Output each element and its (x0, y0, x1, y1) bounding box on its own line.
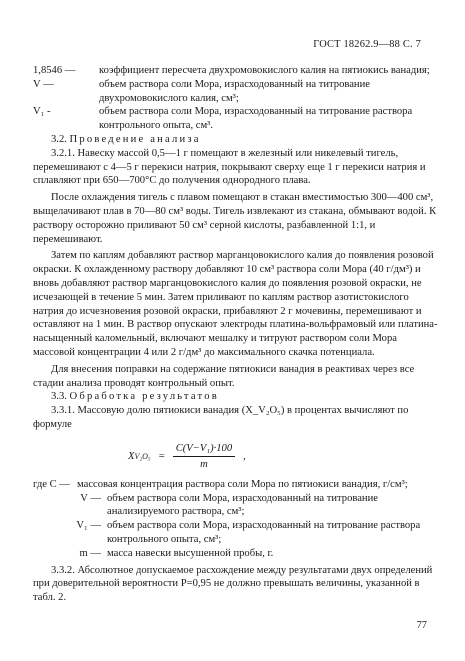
definition-where (33, 478, 77, 492)
page-number: 77 (416, 620, 427, 632)
section-title: Обработка результатов (69, 391, 219, 403)
definition-text: объем раствора соли Мора, израсходованный на титрование раствора контрольного опыта, см³. (99, 106, 413, 132)
formula-fraction (173, 442, 235, 472)
definition-text: объем раствора соли Мора, израсходованный на титрование раствора контрольного опыта, см³; (107, 520, 421, 545)
paragraph: Для внесения поправки на содержание пятиокиси ванадия в реактивах через все стадии анализа проводят контрольный опыт. (33, 363, 415, 389)
paragraph: Затем по каплям добавляют раствор марганцовокислого калия до появления розовой окраски. К охлажденному раствору добавляют 10 см³ раствора соли Мора (40 г/дм³) и вновь добавляют раствор марганцовокислого калия до появления розовой окраски, не исчезающей в течение 5 мин. Затем приливают по каплям раствор азотистокислого натрия до исчезновения розовой окраски, прибавляют 2 г мочевины, перемешивают и оставляют на 1 мин. В раствор опускают электроды платина-вольфрамовый или платина-насыщенный каломельный, включают мешалку и титруют раствором соли Мора массовой концентрации 4 или 2 г/дм³ до максимального скачка потенциала. (33, 250, 438, 358)
definition-item (33, 519, 439, 547)
formula-denominator: m (200, 458, 208, 470)
formula-tail: , (243, 450, 246, 462)
definition-term: 1,8546 — (33, 65, 76, 76)
section-number: 3.3. (51, 391, 67, 403)
formula (33, 438, 439, 472)
definition-item (33, 64, 439, 78)
section-number: 3.2. (51, 133, 67, 145)
definition-text: масса навески высушенной пробы, г. (107, 547, 274, 559)
paragraph: После охлаждения тигель с плавом помещают в стакан вместимостью 300—400 см³, выщелачивают плав в 70—80 см³ воды. Тигель извлекают из стакана, обмывают водой. К раствору осторожно приливают 50 см³ серной кислоты, разбавленной 1:1, и перемешивают. (33, 192, 437, 245)
definition-term: m — (79, 547, 101, 559)
definition-item (33, 78, 439, 106)
definition-item (33, 105, 439, 133)
section-heading (33, 133, 439, 147)
formula-equals: = (158, 450, 165, 462)
definition-item (33, 547, 439, 561)
definition-text: объем раствора соли Мора, израсходованный на титрование анализируемого раствора, см³; (107, 492, 378, 518)
definition-term: V — (80, 492, 101, 504)
page-header: ГОСТ 18262.9—88 С. 7 (313, 39, 421, 50)
paragraph: 3.2.1. Навеску массой 0,5—1 г помещают в железный или никелевый тигель, перемешивают с 4—5 г перекиси натрия, покрывают сверху еще 1 г перекиси натрия и сплавляют при 650—700°С до получения однородного плава. (33, 147, 426, 187)
where-label: где (33, 478, 47, 490)
formula-numerator: C(V−V₁)·100 (173, 442, 235, 457)
definition-term: C — (49, 478, 70, 490)
formula-lhs: X (128, 450, 135, 462)
document-body (33, 64, 439, 605)
paragraph: 3.3.2. Абсолютное допускаемое расхождение между результатами двух определений при доверительной вероятности P=0,95 не должно превышать величины, указанной в табл. 2. (33, 564, 433, 604)
definition-text: объем раствора соли Мора, израсходованный на титрование двухромовокислого калия, см³; (99, 78, 370, 104)
definition-text: массовая концентрация раствора соли Мора по пятиокиси ванадия, г/см³; (77, 478, 408, 490)
section-title: Проведение анализа (69, 133, 201, 145)
paragraph: 3.3.1. Массовую долю пятиокиси ванадия (X_V₂O₅) в процентах вычисляют по формуле (33, 405, 409, 430)
definition-text: коэффициент пересчета двухромовокислого калия на пятиокись ванадия; (99, 65, 430, 76)
definition-term: V₁ - (33, 106, 51, 118)
definition-term: V₁ — (76, 520, 101, 532)
definition-item (33, 492, 439, 520)
section-heading (33, 390, 439, 404)
definition-term: V — (33, 78, 54, 90)
formula-lhs-subscript: V₂O₅ (134, 451, 151, 461)
definition-item (33, 478, 439, 492)
